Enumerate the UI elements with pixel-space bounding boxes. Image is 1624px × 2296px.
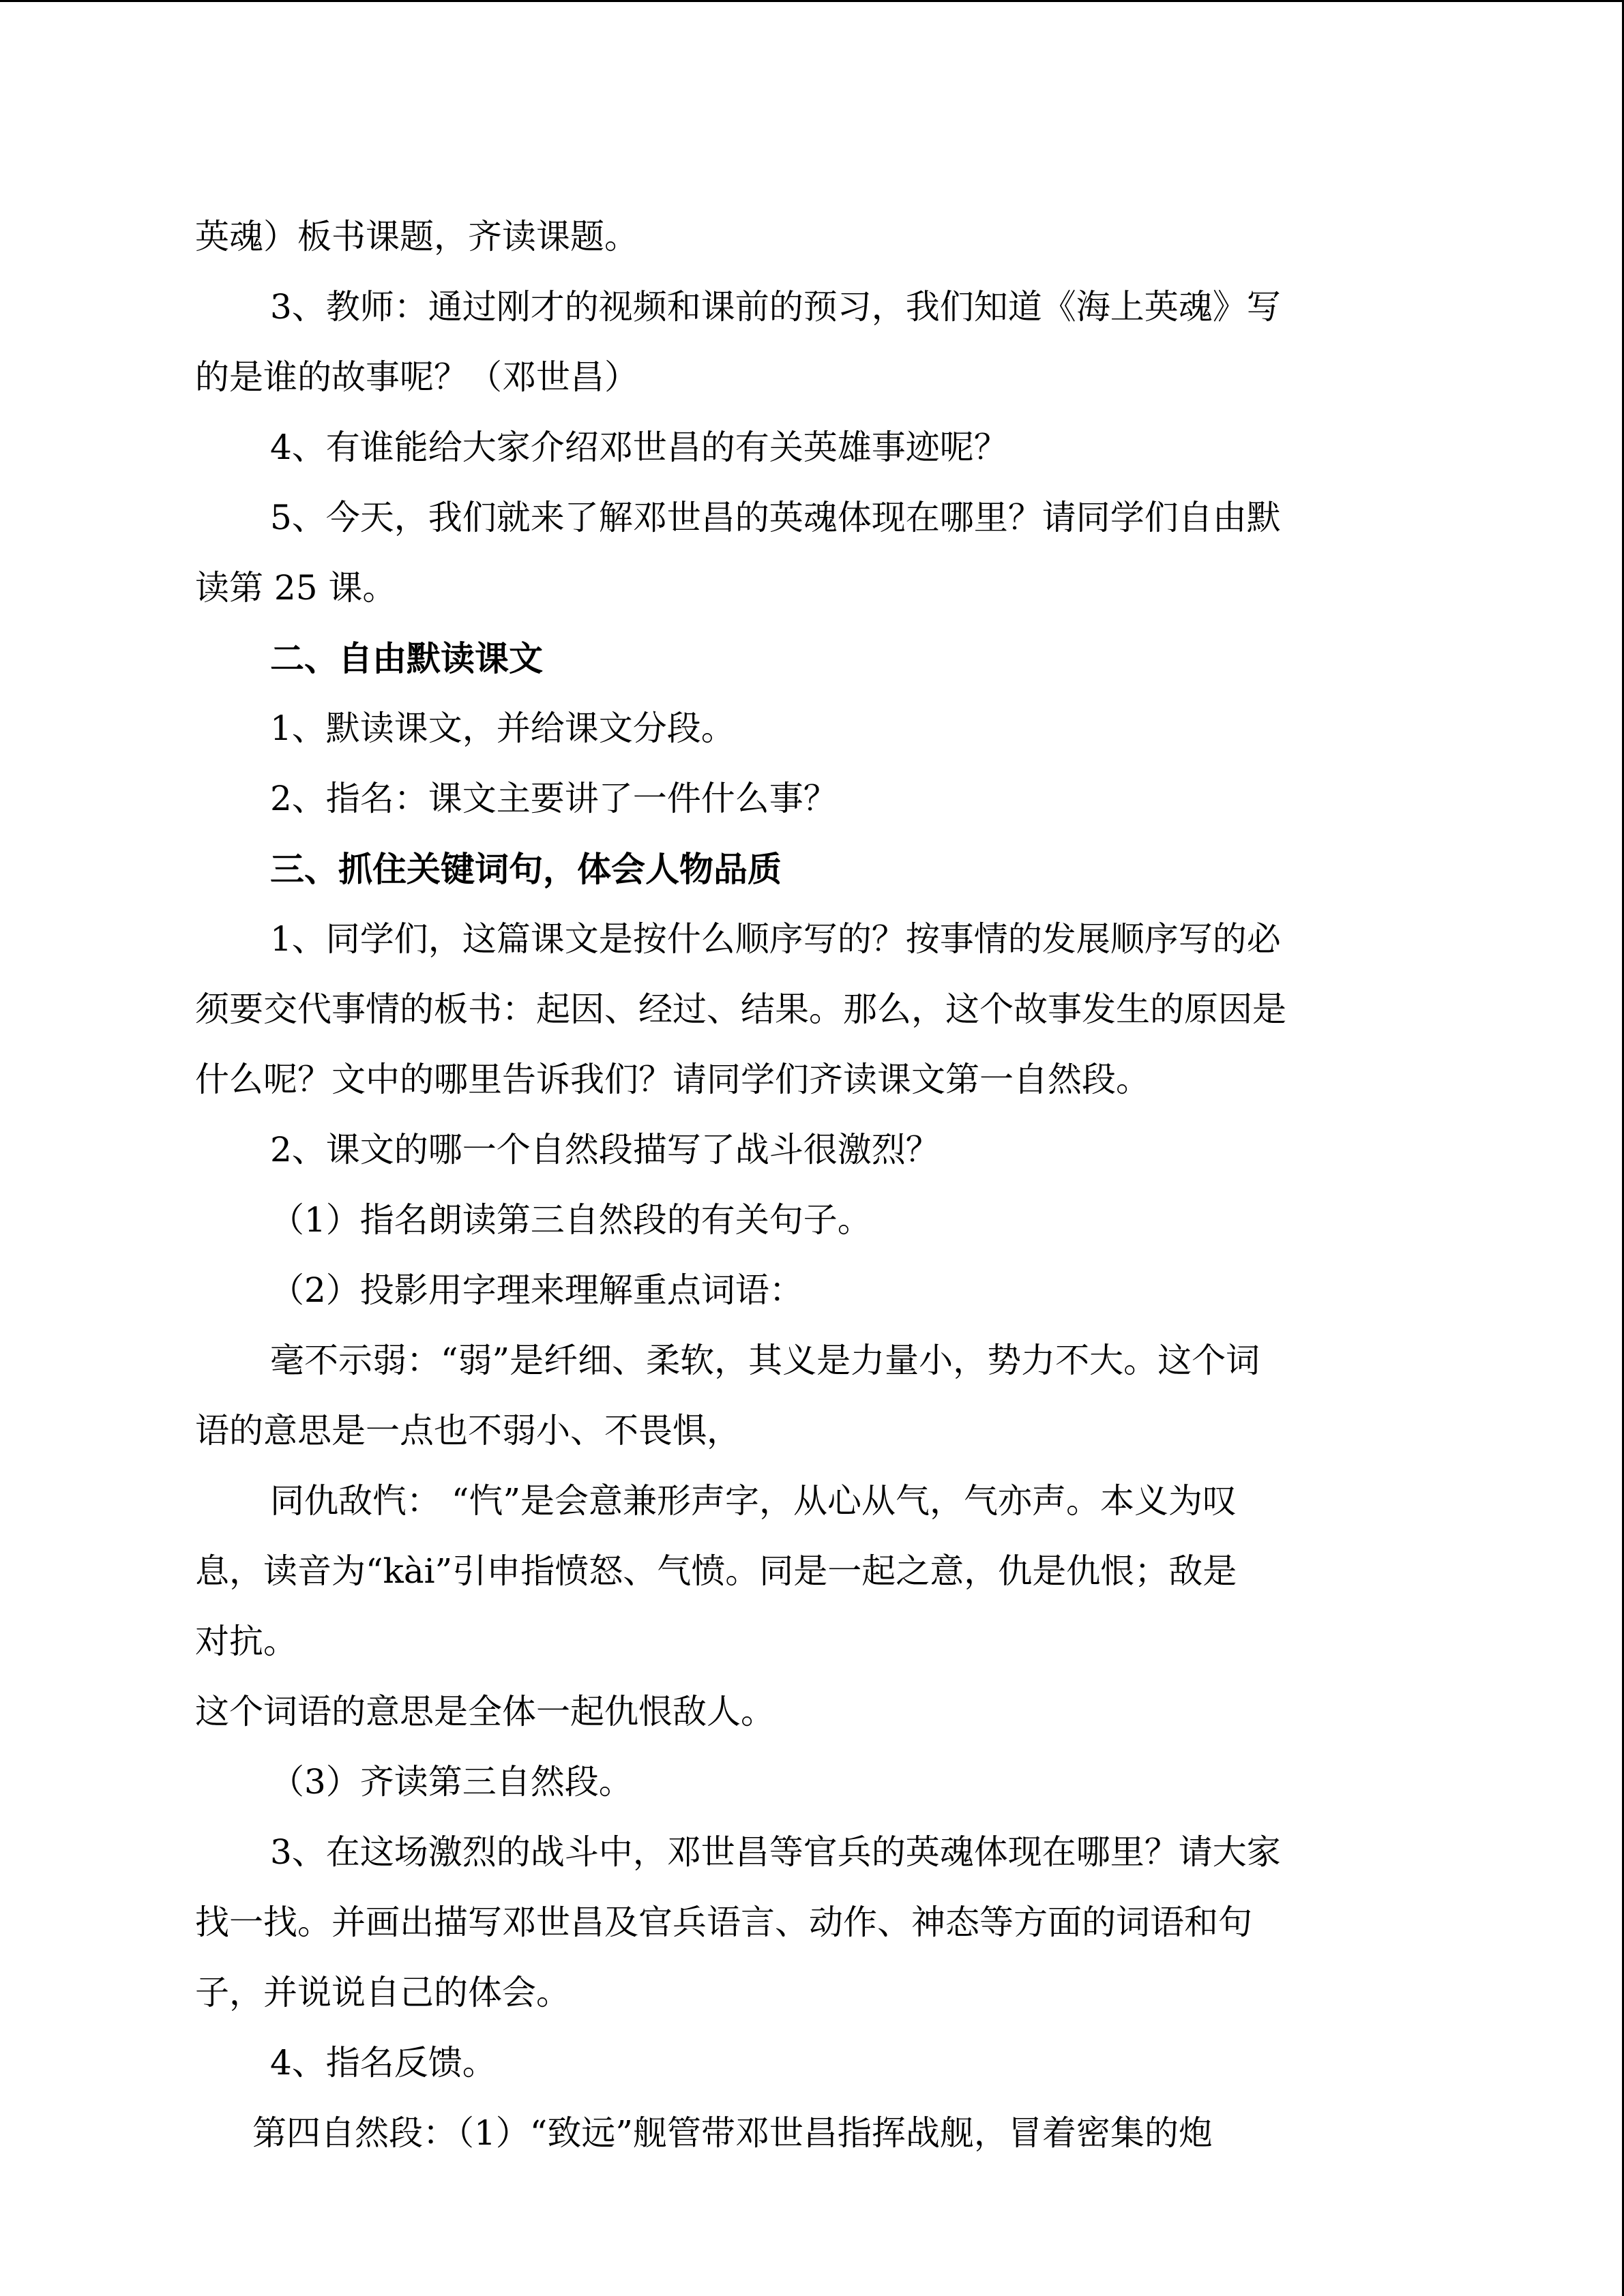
text-line: 对抗。 [195, 1622, 297, 1661]
text-line: 1、同学们，这篇课文是按什么顺序写的？按事情的发展顺序写的必 [270, 919, 1281, 959]
text-line: 英魂）板书课题，齐读课题。 [195, 217, 638, 256]
text-line: （3）齐读第三自然段。 [270, 1762, 633, 1802]
text-line: （2）投影用字理来理解重点词语： [270, 1270, 803, 1310]
text-line: 2、课文的哪一个自然段描写了战斗很激烈？ [270, 1130, 940, 1169]
section-heading: 二、自由默读课文 [270, 638, 543, 679]
text-line: 的是谁的故事呢？（邓世昌） [195, 357, 638, 397]
text-line: 4、有谁能给大家介绍邓世昌的有关英雄事迹呢？ [270, 428, 1008, 467]
text-line: 息，读音为“kài”引申指愤怒、气愤。同是一起之意，仇是仇恨；敌是 [195, 1551, 1237, 1591]
text-line: （1）指名朗读第三自然段的有关句子。 [270, 1200, 872, 1240]
text-line: 5、今天，我们就来了解邓世昌的英魂体现在哪里？请同学们自由默 [270, 498, 1281, 537]
text-line: 什么呢？文中的哪里告诉我们？请同学们齐读课文第一自然段。 [195, 1060, 1150, 1099]
text-line: 子，并说说自己的体会。 [195, 1973, 570, 2012]
text-line: 找一找。并画出描写邓世昌及官兵语言、动作、神态等方面的词语和句 [195, 1903, 1252, 1942]
text-line: 1、默读课文，并给课文分段。 [270, 709, 735, 748]
text-line: 同仇敌忾： “忾”是会意兼形声字，从心从气，气亦声。本义为叹 [270, 1481, 1237, 1521]
text-line: 3、在这场激烈的战斗中，邓世昌等官兵的英魂体现在哪里？请大家 [270, 1832, 1281, 1872]
text-line: 2、指名：课文主要讲了一件什么事？ [270, 779, 838, 818]
text-line: 这个词语的意思是全体一起仇恨敌人。 [195, 1692, 775, 1731]
text-line: 语的意思是一点也不弱小、不畏惧， [195, 1411, 741, 1450]
document-body [195, 202, 1423, 2168]
section-heading: 三、抓住关键词句，体会人物品质 [270, 849, 782, 889]
text-line: 毫不示弱：“弱”是纤细、柔软，其义是力量小，势力不大。这个词 [270, 1341, 1260, 1380]
text-line: 须要交代事情的板书：起因、经过、结果。那么，这个故事发生的原因是 [195, 989, 1286, 1029]
text-line: 3、教师：通过刚才的视频和课前的预习，我们知道《海上英魂》写 [270, 287, 1281, 327]
text-line: 第四自然段：（1）“致远”舰管带邓世昌指挥战舰，冒着密集的炮 [252, 2113, 1213, 2153]
text-line: 4、指名反馈。 [270, 2043, 497, 2083]
text-line: 读第 25 课。 [195, 568, 397, 608]
page-border-top [0, 0, 1624, 2]
